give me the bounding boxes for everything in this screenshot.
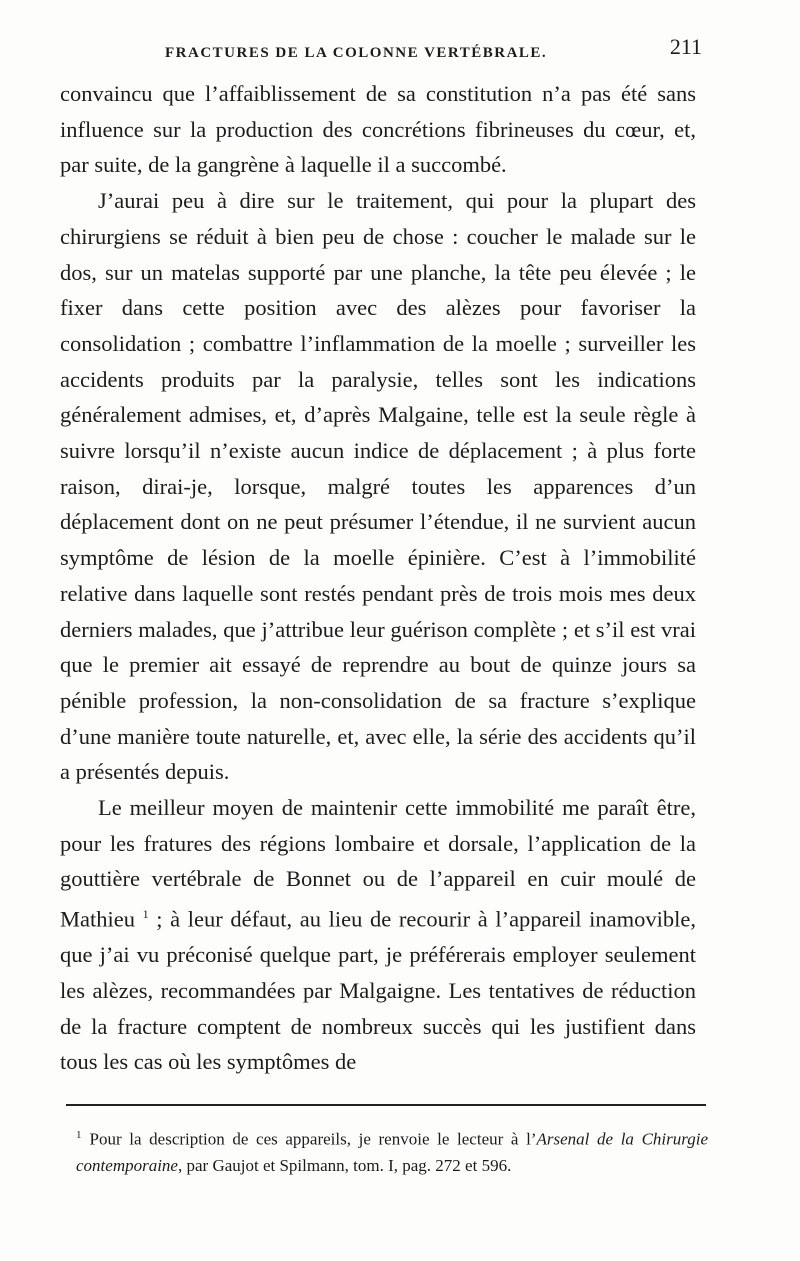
paragraph-3: [60, 790, 696, 1080]
footnote-mark: 1: [76, 1129, 82, 1141]
paragraph-3-text-b: ; à leur défaut, au lieu de recourir à l’appareil inamovible, que j’ai vu préconisé quelque part, je préférerais employer seulement les alèzes, recommandées par Malgaigne. Les tentatives de réduction de la fracture comptent de nombreux succès qui les justifient dans tous les cas où les symptômes de: [60, 906, 696, 1075]
footnote-book-title: Arsenal de la Chirurgie contemporaine: [76, 1129, 708, 1175]
paragraph-3-text-a: Le meilleur moyen de maintenir cette immobilité me paraît être, pour les fratures des régions lombaire et dorsale, l’application de la gouttière vertébrale de Bonnet ou de l’appareil en cuir moulé de Mathieu: [60, 795, 696, 932]
footnote-rule: [66, 1104, 706, 1106]
body-text: [60, 76, 696, 1080]
footnote-text-b: , par Gaujot et Spilmann, tom. I, pag. 272 et 596.: [177, 1155, 512, 1175]
paragraph-2: J’aurai peu à dire sur le traitement, qui pour la plupart des chirurgiens se réduit à bien peu de chose : coucher le malade sur le dos, sur un matelas supporté par une planche, la tête peu élevée ; le fixer dans cette position avec des alèzes pour favoriser la consolidation ; combattre l’inflammation de la moelle ; surveiller les accidents produits par la paralysie, telles sont les indications généralement admises, et, d’après Malgaine, telle est la seule règle à suivre lorsqu’il n’existe aucun indice de déplacement ; à plus forte raison, dirai-je, lorsque, malgré toutes les apparences d’un déplacement dont on ne peut présumer l’étendue, il ne survient aucun symptôme de lésion de la moelle épinière. C’est à l’immobilité relative dans laquelle sont restés pendant près de trois mois mes deux derniers malades, que j’attribue leur guérison complète ; et s’il est vrai que le premier ait essayé de reprendre au bout de quinze jours sa pénible profession, la non-consolidation de sa fracture s’explique d’une manière toute naturelle, et, avec elle, la série des accidents qu’il a présentés depuis.: [60, 188, 696, 785]
footnote: [76, 1122, 708, 1179]
footnote-text-a: Pour la description de ces appareils, je renvoie le lecteur à l’: [89, 1129, 537, 1149]
running-head: FRACTURES DE LA COLONNE VERTÉBRALE.: [165, 45, 548, 61]
page-number: 211: [669, 34, 702, 59]
footnote-reference: 1: [142, 907, 149, 922]
paragraph-1: convaincu que l’affaiblissement de sa constitution n’a pas été sans influence sur la production des concrétions fibrineuses du cœur, et, par suite, de la gangrène à laquelle il a succombé.: [60, 81, 696, 178]
page-header: [60, 30, 720, 70]
